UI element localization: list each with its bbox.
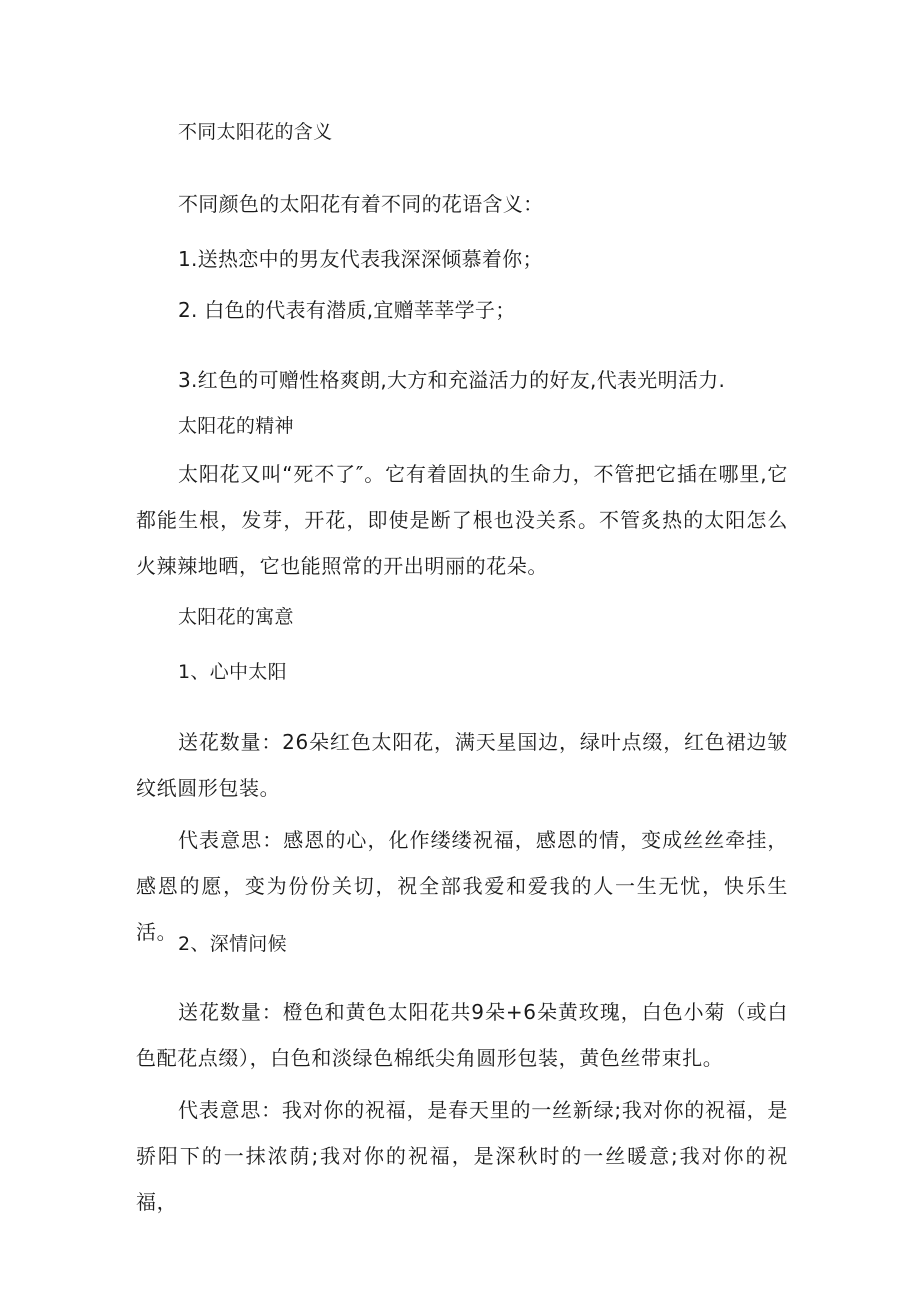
intro-text: 不同颜色的太阳花有着不同的花语含义： bbox=[178, 192, 544, 216]
page-title: 不同太阳花的含义 bbox=[178, 121, 333, 143]
section2-meaning: 代表意思：我对你的祝福，是春天里的一丝新绿;我对你的祝福，是骄阳下的一抹浓荫;我对你的祝福，是深秋时的一丝暖意;我对你的祝福， bbox=[136, 1098, 788, 1214]
section1-meaning: 代表意思：感恩的心，化作缕缕祝福，感恩的情，变成丝丝牵挂，感恩的愿，变为份份关切，祝全部我爱和爱我的人一生无忧，快乐生活。 bbox=[136, 828, 788, 944]
meaning-item-1: 1.送热恋中的男友代表我深深倾慕着你； bbox=[178, 247, 543, 271]
section1-heading: 1、心中太阳 bbox=[178, 661, 287, 683]
meaning-item-2: 2. 白色的代表有潜质,宜赠莘莘学子； bbox=[178, 298, 516, 322]
spirit-heading: 太阳花的精神 bbox=[178, 415, 294, 437]
section2-heading: 2、深情问候 bbox=[178, 933, 287, 955]
section2-quantity: 送花数量：橙色和黄色太阳花共9朵+6朵黄玫瑰，白色小菊（或白色配花点缀），白色和淡绿色棉纸尖角圆形包装，黄色丝带束扎。 bbox=[136, 1000, 788, 1070]
meaning-item-3: 3.红色的可赠性格爽朗,大方和充溢活力的好友,代表光明活力. bbox=[178, 368, 726, 392]
section1-quantity: 送花数量：26朵红色太阳花，满天星国边，绿叶点缀，红色裙边皱纹纸圆形包装。 bbox=[136, 730, 788, 800]
spirit-paragraph: 太阳花又叫“死不了″。它有着固执的生命力，不管把它插在哪里,它都能生根，发芽，开花，即使是断了根也没关系。不管炙热的太阳怎么火辣辣地晒，它也能照常的开出明丽的花朵。 bbox=[136, 462, 788, 578]
implication-heading: 太阳花的寓意 bbox=[178, 606, 294, 628]
